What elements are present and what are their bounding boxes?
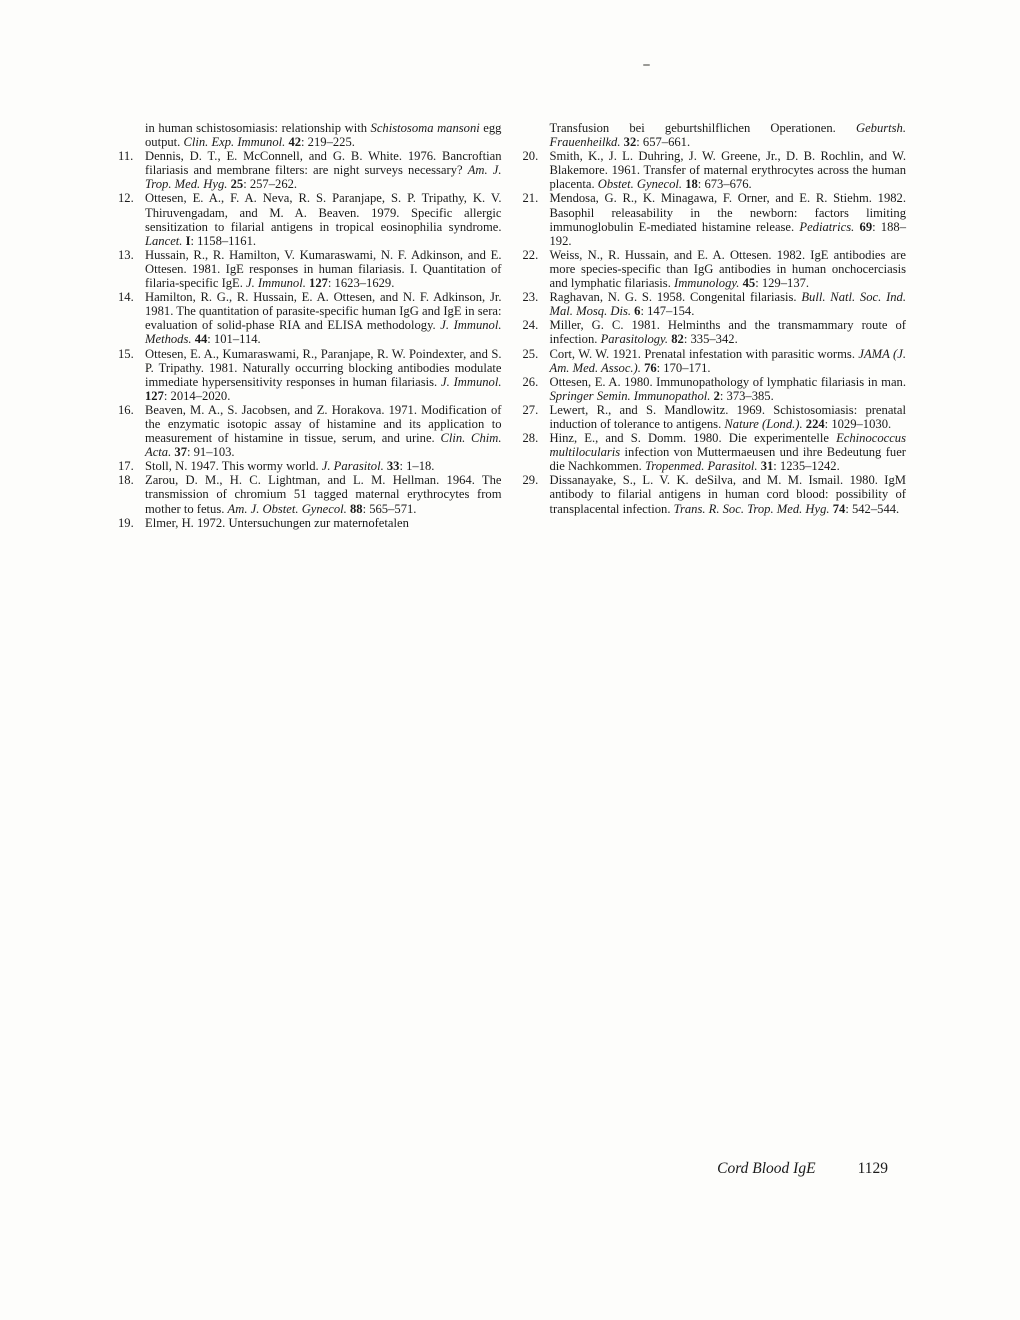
reference-text: Dissanayake, S., L. V. K. deSilva, and M. M. Ismail. 1980. IgM antibody to filarial antigens in human cord blood: possibility of transplacental infection. Trans. R. Soc. Trop. Med. Hyg. 74: 542–544. (549, 473, 906, 516)
reference-text: Transfusion bei geburtshilflichen Operationen. Geburtsh. Frauenheilkd. 32: 657–661. (549, 121, 906, 150)
reference-number: 12. (118, 191, 134, 206)
reference-number: 26. (522, 374, 539, 389)
reference-number: 17. (118, 459, 134, 474)
reference-number: 14. (118, 290, 134, 305)
reference-item (118, 191, 502, 247)
reference-text: Zarou, D. M., H. C. Lightman, and L. M. Hellman. 1964. The transmission of chromium 51 tagged maternal erythrocytes from mother to fetus. Am. J. Obstet. Gynecol. 88: 565–571. (145, 473, 502, 516)
reference-item (118, 290, 502, 346)
reference-item (118, 459, 502, 473)
reference-item (523, 191, 907, 247)
reference-item (523, 403, 907, 431)
reference-item (118, 516, 502, 530)
reference-item (523, 318, 907, 346)
reference-item (118, 149, 502, 191)
reference-item (118, 473, 502, 515)
reference-text: Ottesen, E. A. 1980. Immunopathology of lymphatic filariasis in man. Springer Semin. Immunopathol. 2: 373–385. (549, 374, 906, 403)
reference-number: 18. (118, 473, 134, 488)
reference-item (523, 375, 907, 403)
reference-text: Cort, W. W. 1921. Prenatal infestation with parasitic worms. JAMA (J. Am. Med. Assoc.). 76: 170–171. (549, 346, 906, 375)
references-column-right (523, 121, 907, 530)
reference-item (523, 290, 907, 318)
page-number: 1129 (857, 1160, 888, 1177)
reference-text: Dennis, D. T., E. McConnell, and G. B. White. 1976. Bancroftian filariasis and membrane filters: are night surveys necessary? Am. J. Trop. Med. Hyg. 25: 257–262. (145, 149, 502, 192)
reference-text: Mendosa, G. R., K. Minagawa, F. Orner, and E. R. Stiehm. 1982. Basophil releasability in the newborn: factors limiting immunoglobulin E-mediated histamine release. Pediatrics. 69: 188–192. (549, 191, 906, 248)
reference-number: 27. (522, 402, 539, 417)
references-columns (118, 121, 906, 530)
reference-number: 13. (118, 247, 134, 262)
reference-text: Smith, K., J. L. Duhring, J. W. Greene, Jr., D. B. Rochlin, and W. Blakemore. 1961. Transfer of maternal erythrocytes across the human placenta. Obstet. Gynecol. 18: 673–676. (549, 149, 906, 192)
reference-text: Lewert, R., and S. Mandlowitz. 1969. Schistosomiasis: prenatal induction of tolerance to antigens. Nature (Lond.). 224: 1029–1030. (549, 402, 906, 431)
reference-text: Miller, G. C. 1981. Helminths and the transmammary route of infection. Parasitology. 82: 335–342. (549, 318, 906, 347)
reference-text: Hussain, R., R. Hamilton, V. Kumaraswami, N. F. Adkinson, and E. Ottesen. 1981. IgE responses in human filariasis. I. Quantitation of filaria-specific IgE. J. Immunol. 127: 1623–1629. (145, 247, 502, 291)
reference-number: 28. (522, 431, 539, 446)
reference-item (118, 347, 502, 403)
reference-number: 15. (118, 346, 134, 361)
reference-item (523, 347, 907, 375)
reference-number: 20. (522, 149, 539, 164)
reference-item (523, 149, 907, 191)
reference-text: Stoll, N. 1947. This wormy world. J. Parasitol. 33: 1–18. (145, 459, 435, 474)
reference-number: 22. (522, 247, 539, 262)
reference-item (523, 473, 907, 515)
running-title: Cord Blood IgE (717, 1160, 816, 1177)
reference-continuation (523, 121, 907, 149)
references-column-left (118, 121, 502, 530)
reference-text: Hinz, E., and S. Domm. 1980. Die experimentelle Echinococcus multilocularis infection von Muttermaeusen und ihre Bedeutung fuer die Nachkommen. Tropenmed. Parasitol. 31: 1235–1242. (549, 431, 906, 474)
reference-number: 19. (118, 515, 134, 530)
reference-item (118, 403, 502, 459)
scan-artifact (643, 64, 650, 66)
reference-number: 24. (522, 318, 539, 333)
reference-item (118, 248, 502, 290)
reference-text: Weiss, N., R. Hussain, and E. A. Ottesen. 1982. IgE antibodies are more species-specific than IgG antibodies in human onchocerciasis and lymphatic filariasis. Immunology. 45: 129–137. (549, 247, 906, 291)
page-footer (118, 1160, 888, 1178)
reference-text: Beaven, M. A., S. Jacobsen, and Z. Horakova. 1971. Modification of the enzymatic isotopic assay of histamine and its application to measurement of histamine in tissue, serum, and urine. Clin. Chim. Acta. 37: 91–103. (145, 402, 502, 460)
reference-number: 21. (522, 191, 539, 206)
reference-text: in human schistosomiasis: relationship with Schistosoma mansoni egg output. Clin. Exp. Immunol. 42: 219–225. (145, 121, 502, 150)
reference-item (523, 248, 907, 290)
reference-number: 25. (522, 346, 539, 361)
reference-item (523, 431, 907, 473)
reference-text: Raghavan, N. G. S. 1958. Congenital filariasis. Bull. Natl. Soc. Ind. Mal. Mosq. Dis. 6: 147–154. (549, 290, 907, 319)
reference-continuation (118, 121, 502, 149)
reference-text: Elmer, H. 1972. Untersuchungen zur maternofetalen (145, 515, 409, 530)
reference-text: Hamilton, R. G., R. Hussain, E. A. Ottesen, and N. F. Adkinson, Jr. 1981. The quantitation of parasite-specific human IgG and IgE in sera: evaluation of solid-phase RIA and ELISA methodology. J. Immunol. Methods. 44: 101–114. (145, 290, 502, 347)
reference-number: 23. (522, 290, 539, 305)
reference-number: 29. (522, 473, 539, 488)
reference-number: 16. (118, 402, 134, 417)
reference-text: Ottesen, E. A., Kumaraswami, R., Paranjape, R. W. Poindexter, and S. P. Tripathy. 1981. Naturally occurring blocking antibodies modulate immediate hypersensitivity responses in human filariasis. J. Immunol. 127: 2014–2020. (145, 346, 502, 403)
reference-text: Ottesen, E. A., F. A. Neva, R. S. Paranjape, S. P. Tripathy, K. V. Thiruvengadam, and M. A. Beaven. 1979. Specific allergic sensitization to filarial antigens in tropical eosinophilia syndrome. Lancet. I: 1158–1161. (145, 191, 502, 248)
reference-number: 11. (118, 149, 134, 164)
